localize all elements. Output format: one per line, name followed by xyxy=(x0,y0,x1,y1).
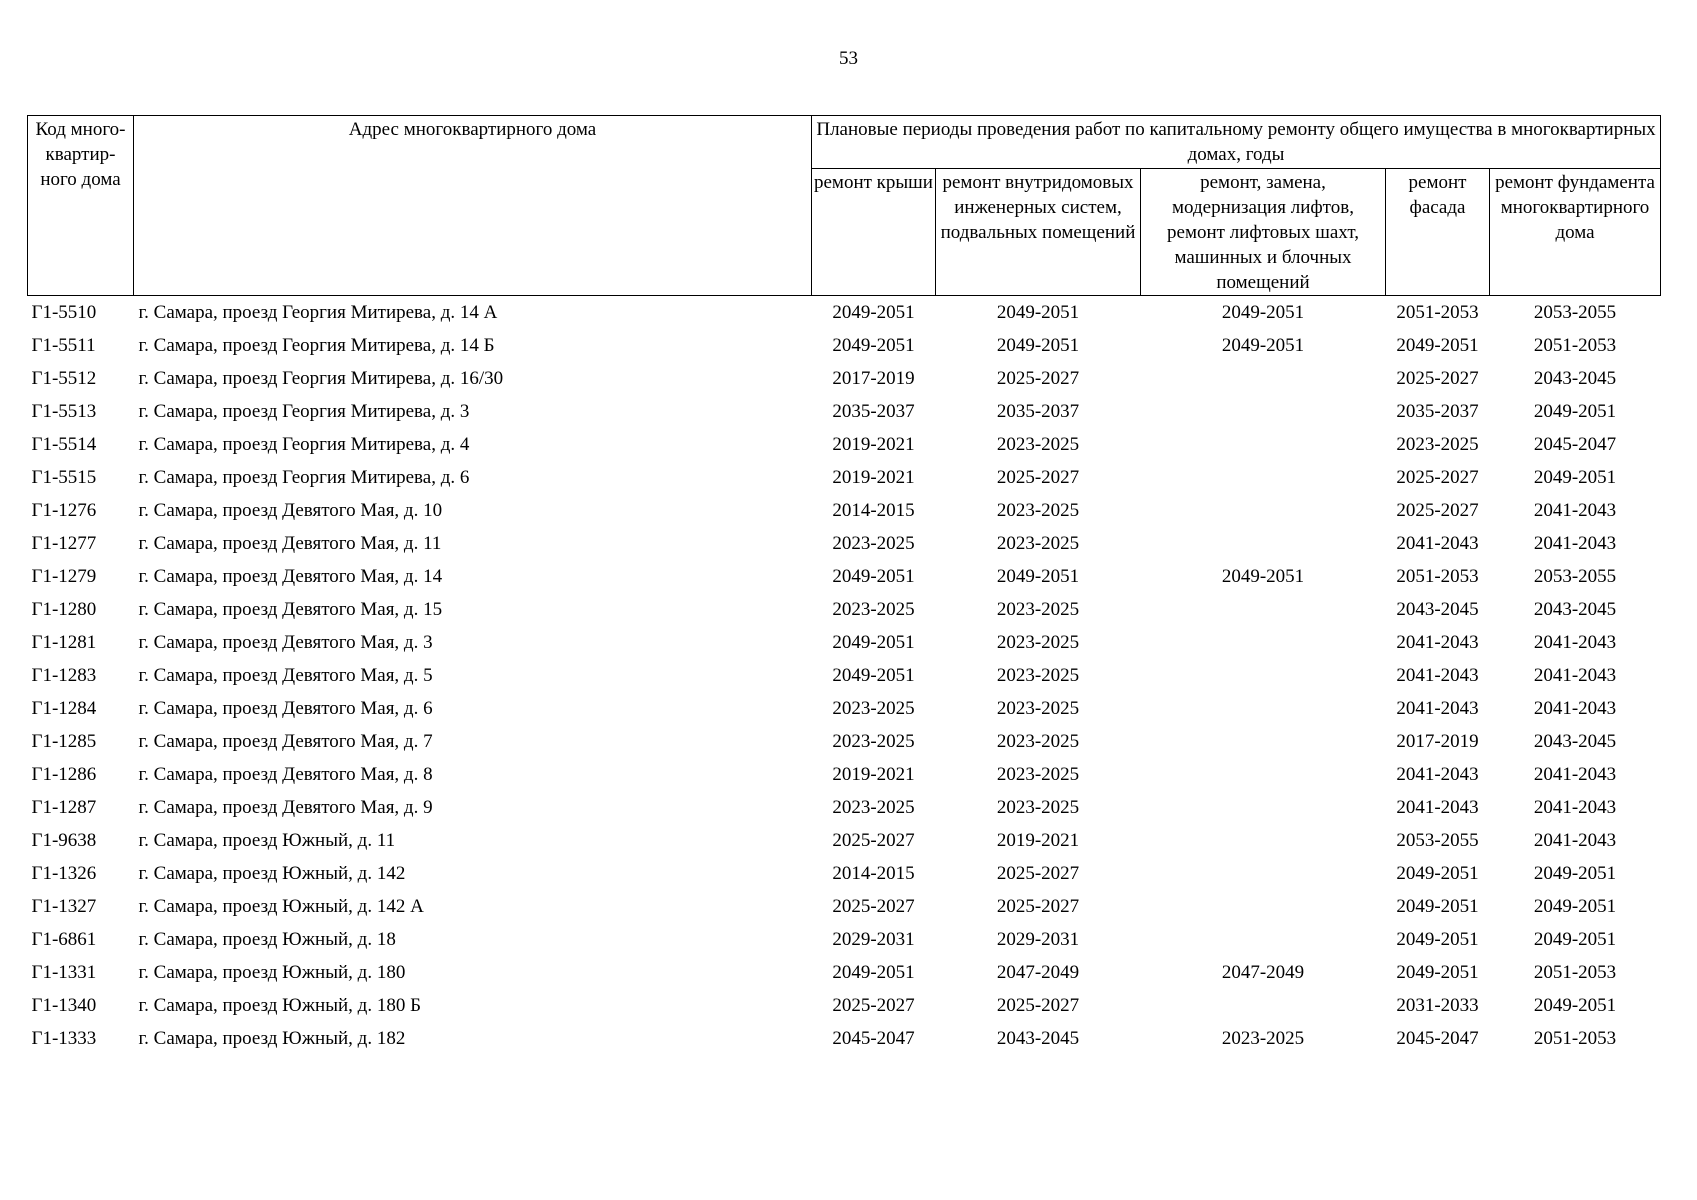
cell-engineering: 2035-2037 xyxy=(996,400,1080,422)
cell-engineering: 2025-2027 xyxy=(996,994,1080,1016)
cell-code: Г1-1283 xyxy=(31,664,97,686)
cell-foundation: 2041-2043 xyxy=(1533,763,1617,785)
cell-facade: 2035-2037 xyxy=(1396,400,1479,422)
cell-elevators xyxy=(1141,758,1386,791)
cell-roof: 2023-2025 xyxy=(832,532,915,554)
cell-engineering: 2043-2045 xyxy=(996,1027,1080,1049)
cell-address: г. Самара, проезд Южный, д. 180 Б xyxy=(138,994,421,1016)
header-periods: Плановые периоды проведения работ по капитальному ремонту общего имущества в многоквартирных домах, годы xyxy=(812,116,1661,169)
cell-code: Г1-1340 xyxy=(31,994,97,1016)
cell-address: г. Самара, проезд Южный, д. 142 xyxy=(138,862,406,884)
table-row xyxy=(28,296,1661,330)
cell-foundation: 2051-2053 xyxy=(1533,961,1617,983)
table-row xyxy=(28,989,1661,1022)
table-row xyxy=(28,593,1661,626)
cell-engineering: 2023-2025 xyxy=(996,730,1080,752)
cell-facade: 2041-2043 xyxy=(1396,631,1479,653)
cell-roof: 2049-2051 xyxy=(832,334,915,356)
cell-address: г. Самара, проезд Девятого Мая, д. 6 xyxy=(138,697,433,719)
cell-engineering: 2023-2025 xyxy=(996,598,1080,620)
cell-foundation: 2045-2047 xyxy=(1533,433,1617,455)
cell-address: г. Самара, проезд Георгия Митирева, д. 16/30 xyxy=(138,367,504,389)
cell-foundation: 2049-2051 xyxy=(1533,400,1617,422)
table-body xyxy=(28,296,1661,1056)
cell-address: г. Самара, проезд Девятого Мая, д. 8 xyxy=(138,763,433,785)
cell-code: Г1-1327 xyxy=(31,895,97,917)
cell-engineering: 2029-2031 xyxy=(996,928,1080,950)
cell-facade: 2023-2025 xyxy=(1396,433,1479,455)
table-row xyxy=(28,758,1661,791)
cell-foundation: 2041-2043 xyxy=(1533,829,1617,851)
cell-engineering: 2019-2021 xyxy=(996,829,1080,851)
cell-facade: 2049-2051 xyxy=(1396,862,1479,884)
cell-address: г. Самара, проезд Южный, д. 142 А xyxy=(138,895,424,917)
table-row xyxy=(28,857,1661,890)
header-code: Код много-квартир-ного дома xyxy=(28,116,134,296)
cell-engineering: 2049-2051 xyxy=(996,565,1080,587)
cell-roof: 2025-2027 xyxy=(832,895,915,917)
table-row xyxy=(28,329,1661,362)
cell-roof: 2049-2051 xyxy=(832,961,915,983)
cell-facade: 2049-2051 xyxy=(1396,961,1479,983)
cell-facade: 2025-2027 xyxy=(1396,499,1479,521)
cell-engineering: 2023-2025 xyxy=(996,631,1080,653)
cell-elevators xyxy=(1141,989,1386,1022)
cell-facade: 2025-2027 xyxy=(1396,466,1479,488)
cell-roof: 2025-2027 xyxy=(832,994,915,1016)
cell-elevators: 2023-2025 xyxy=(1221,1027,1305,1049)
header-facade: ремонт фасада xyxy=(1386,169,1490,296)
table-row xyxy=(28,890,1661,923)
cell-elevators xyxy=(1141,890,1386,923)
cell-foundation: 2053-2055 xyxy=(1533,301,1617,323)
table-row xyxy=(28,956,1661,989)
cell-code: Г1-5514 xyxy=(31,433,97,455)
cell-roof: 2049-2051 xyxy=(832,631,915,653)
cell-roof: 2017-2019 xyxy=(832,367,915,389)
cell-code: Г1-1280 xyxy=(31,598,97,620)
cell-address: г. Самара, проезд Георгия Митирева, д. 4 xyxy=(138,433,470,455)
table-row xyxy=(28,659,1661,692)
cell-roof: 2029-2031 xyxy=(832,928,915,950)
cell-code: Г1-1333 xyxy=(31,1027,97,1049)
cell-roof: 2049-2051 xyxy=(832,664,915,686)
cell-foundation: 2041-2043 xyxy=(1533,532,1617,554)
cell-elevators xyxy=(1141,659,1386,692)
cell-elevators xyxy=(1141,428,1386,461)
cell-roof: 2023-2025 xyxy=(832,730,915,752)
cell-address: г. Самара, проезд Девятого Мая, д. 11 xyxy=(138,532,442,554)
cell-address: г. Самара, проезд Девятого Мая, д. 10 xyxy=(138,499,443,521)
cell-address: г. Самара, проезд Девятого Мая, д. 3 xyxy=(138,631,433,653)
cell-facade: 2031-2033 xyxy=(1396,994,1479,1016)
table-row xyxy=(28,725,1661,758)
cell-elevators: 2047-2049 xyxy=(1221,961,1305,983)
cell-engineering: 2049-2051 xyxy=(996,334,1080,356)
cell-foundation: 2043-2045 xyxy=(1533,598,1617,620)
cell-roof: 2023-2025 xyxy=(832,796,915,818)
table-row xyxy=(28,494,1661,527)
cell-elevators xyxy=(1141,791,1386,824)
table-row xyxy=(28,395,1661,428)
header-engineering: ремонт внутридомовых инженерных систем, подвальных помещений xyxy=(936,169,1141,296)
cell-roof: 2023-2025 xyxy=(832,697,915,719)
cell-foundation: 2049-2051 xyxy=(1533,862,1617,884)
cell-elevators xyxy=(1141,824,1386,857)
cell-code: Г1-1331 xyxy=(31,961,97,983)
cell-code: Г1-1281 xyxy=(31,631,97,653)
cell-elevators xyxy=(1141,593,1386,626)
table-row xyxy=(28,923,1661,956)
cell-elevators xyxy=(1141,527,1386,560)
cell-roof: 2049-2051 xyxy=(832,301,915,323)
table-row xyxy=(28,791,1661,824)
cell-engineering: 2023-2025 xyxy=(996,499,1080,521)
cell-elevators xyxy=(1141,725,1386,758)
cell-facade: 2041-2043 xyxy=(1396,763,1479,785)
cell-facade: 2051-2053 xyxy=(1396,565,1479,587)
cell-foundation: 2041-2043 xyxy=(1533,664,1617,686)
table-row xyxy=(28,692,1661,725)
cell-address: г. Самара, проезд Южный, д. 18 xyxy=(138,928,396,950)
cell-engineering: 2023-2025 xyxy=(996,532,1080,554)
header-address: Адрес многоквартирного дома xyxy=(134,116,812,296)
cell-facade: 2041-2043 xyxy=(1396,697,1479,719)
cell-engineering: 2023-2025 xyxy=(996,763,1080,785)
cell-code: Г1-5512 xyxy=(31,367,97,389)
cell-foundation: 2051-2053 xyxy=(1533,1027,1617,1049)
cell-roof: 2019-2021 xyxy=(832,763,915,785)
cell-code: Г1-1326 xyxy=(31,862,97,884)
cell-code: Г1-5510 xyxy=(31,301,97,323)
cell-elevators: 2049-2051 xyxy=(1221,565,1305,587)
cell-facade: 2053-2055 xyxy=(1396,829,1479,851)
cell-roof: 2045-2047 xyxy=(832,1027,915,1049)
table-row xyxy=(28,824,1661,857)
cell-code: Г1-5511 xyxy=(31,334,96,356)
cell-address: г. Самара, проезд Южный, д. 180 xyxy=(138,961,406,983)
cell-elevators xyxy=(1141,494,1386,527)
table-row xyxy=(28,461,1661,494)
cell-engineering: 2025-2027 xyxy=(996,466,1080,488)
cell-engineering: 2025-2027 xyxy=(996,367,1080,389)
cell-foundation: 2049-2051 xyxy=(1533,895,1617,917)
cell-engineering: 2023-2025 xyxy=(996,664,1080,686)
cell-address: г. Самара, проезд Девятого Мая, д. 5 xyxy=(138,664,433,686)
cell-facade: 2049-2051 xyxy=(1396,928,1479,950)
table-row xyxy=(28,626,1661,659)
cell-address: г. Самара, проезд Девятого Мая, д. 14 xyxy=(138,565,443,587)
cell-engineering: 2023-2025 xyxy=(996,697,1080,719)
cell-code: Г1-9638 xyxy=(31,829,97,851)
cell-code: Г1-1279 xyxy=(31,565,97,587)
cell-foundation: 2041-2043 xyxy=(1533,499,1617,521)
cell-facade: 2041-2043 xyxy=(1396,664,1479,686)
cell-address: г. Самара, проезд Георгия Митирева, д. 14 А xyxy=(138,301,498,323)
table-row xyxy=(28,560,1661,593)
cell-facade: 2045-2047 xyxy=(1396,1027,1479,1049)
table-row xyxy=(28,362,1661,395)
table-row xyxy=(28,428,1661,461)
cell-roof: 2014-2015 xyxy=(832,862,915,884)
cell-foundation: 2049-2051 xyxy=(1533,928,1617,950)
header-foundation: ремонт фундамента многоквартирного дома xyxy=(1490,169,1661,296)
cell-facade: 2041-2043 xyxy=(1396,532,1479,554)
cell-address: г. Самара, проезд Южный, д. 11 xyxy=(138,829,396,851)
cell-roof: 2049-2051 xyxy=(832,565,915,587)
cell-elevators xyxy=(1141,395,1386,428)
cell-foundation: 2049-2051 xyxy=(1533,466,1617,488)
cell-engineering: 2023-2025 xyxy=(996,796,1080,818)
cell-facade: 2051-2053 xyxy=(1396,301,1479,323)
table-row xyxy=(28,1022,1661,1055)
cell-code: Г1-6861 xyxy=(31,928,97,950)
cell-code: Г1-1287 xyxy=(31,796,97,818)
table-header xyxy=(28,116,1661,296)
cell-code: Г1-1276 xyxy=(31,499,97,521)
cell-engineering: 2025-2027 xyxy=(996,895,1080,917)
cell-roof: 2019-2021 xyxy=(832,466,915,488)
cell-foundation: 2041-2043 xyxy=(1533,631,1617,653)
cell-facade: 2049-2051 xyxy=(1396,334,1479,356)
cell-roof: 2023-2025 xyxy=(832,598,915,620)
cell-code: Г1-1286 xyxy=(31,763,97,785)
cell-roof: 2035-2037 xyxy=(832,400,915,422)
cell-facade: 2025-2027 xyxy=(1396,367,1479,389)
page-number: 53 xyxy=(839,48,858,69)
cell-engineering: 2025-2027 xyxy=(996,862,1080,884)
cell-elevators xyxy=(1141,362,1386,395)
cell-elevators: 2049-2051 xyxy=(1221,334,1305,356)
cell-foundation: 2051-2053 xyxy=(1533,334,1617,356)
cell-foundation: 2049-2051 xyxy=(1533,994,1617,1016)
cell-elevators xyxy=(1141,923,1386,956)
cell-elevators xyxy=(1141,857,1386,890)
cell-engineering: 2047-2049 xyxy=(996,961,1080,983)
cell-code: Г1-1284 xyxy=(31,697,97,719)
cell-facade: 2043-2045 xyxy=(1396,598,1479,620)
cell-elevators xyxy=(1141,461,1386,494)
cell-roof: 2014-2015 xyxy=(832,499,915,521)
cell-foundation: 2043-2045 xyxy=(1533,367,1617,389)
cell-roof: 2025-2027 xyxy=(832,829,915,851)
cell-roof: 2019-2021 xyxy=(832,433,915,455)
cell-code: Г1-1285 xyxy=(31,730,97,752)
cell-elevators xyxy=(1141,692,1386,725)
cell-elevators: 2049-2051 xyxy=(1221,301,1305,323)
header-elevators: ремонт, замена, модернизация лифтов, ремонт лифтовых шахт, машинных и блочных помещений xyxy=(1141,169,1386,296)
cell-address: г. Самара, проезд Южный, д. 182 xyxy=(138,1027,406,1049)
repair-schedule-table xyxy=(27,115,1661,1055)
cell-address: г. Самара, проезд Девятого Мая, д. 15 xyxy=(138,598,443,620)
cell-foundation: 2053-2055 xyxy=(1533,565,1617,587)
cell-foundation: 2041-2043 xyxy=(1533,796,1617,818)
header-roof: ремонт крыши xyxy=(812,169,936,296)
cell-engineering: 2049-2051 xyxy=(996,301,1080,323)
cell-foundation: 2041-2043 xyxy=(1533,697,1617,719)
cell-code: Г1-1277 xyxy=(31,532,97,554)
cell-address: г. Самара, проезд Девятого Мая, д. 9 xyxy=(138,796,433,818)
cell-foundation: 2043-2045 xyxy=(1533,730,1617,752)
table-row xyxy=(28,527,1661,560)
cell-engineering: 2023-2025 xyxy=(996,433,1080,455)
cell-facade: 2017-2019 xyxy=(1396,730,1479,752)
cell-address: г. Самара, проезд Георгия Митирева, д. 14 Б xyxy=(138,334,495,356)
cell-code: Г1-5513 xyxy=(31,400,97,422)
cell-elevators xyxy=(1141,626,1386,659)
cell-facade: 2049-2051 xyxy=(1396,895,1479,917)
cell-address: г. Самара, проезд Георгия Митирева, д. 6 xyxy=(138,466,470,488)
cell-facade: 2041-2043 xyxy=(1396,796,1479,818)
cell-code: Г1-5515 xyxy=(31,466,97,488)
cell-address: г. Самара, проезд Девятого Мая, д. 7 xyxy=(138,730,433,752)
cell-address: г. Самара, проезд Георгия Митирева, д. 3 xyxy=(138,400,470,422)
